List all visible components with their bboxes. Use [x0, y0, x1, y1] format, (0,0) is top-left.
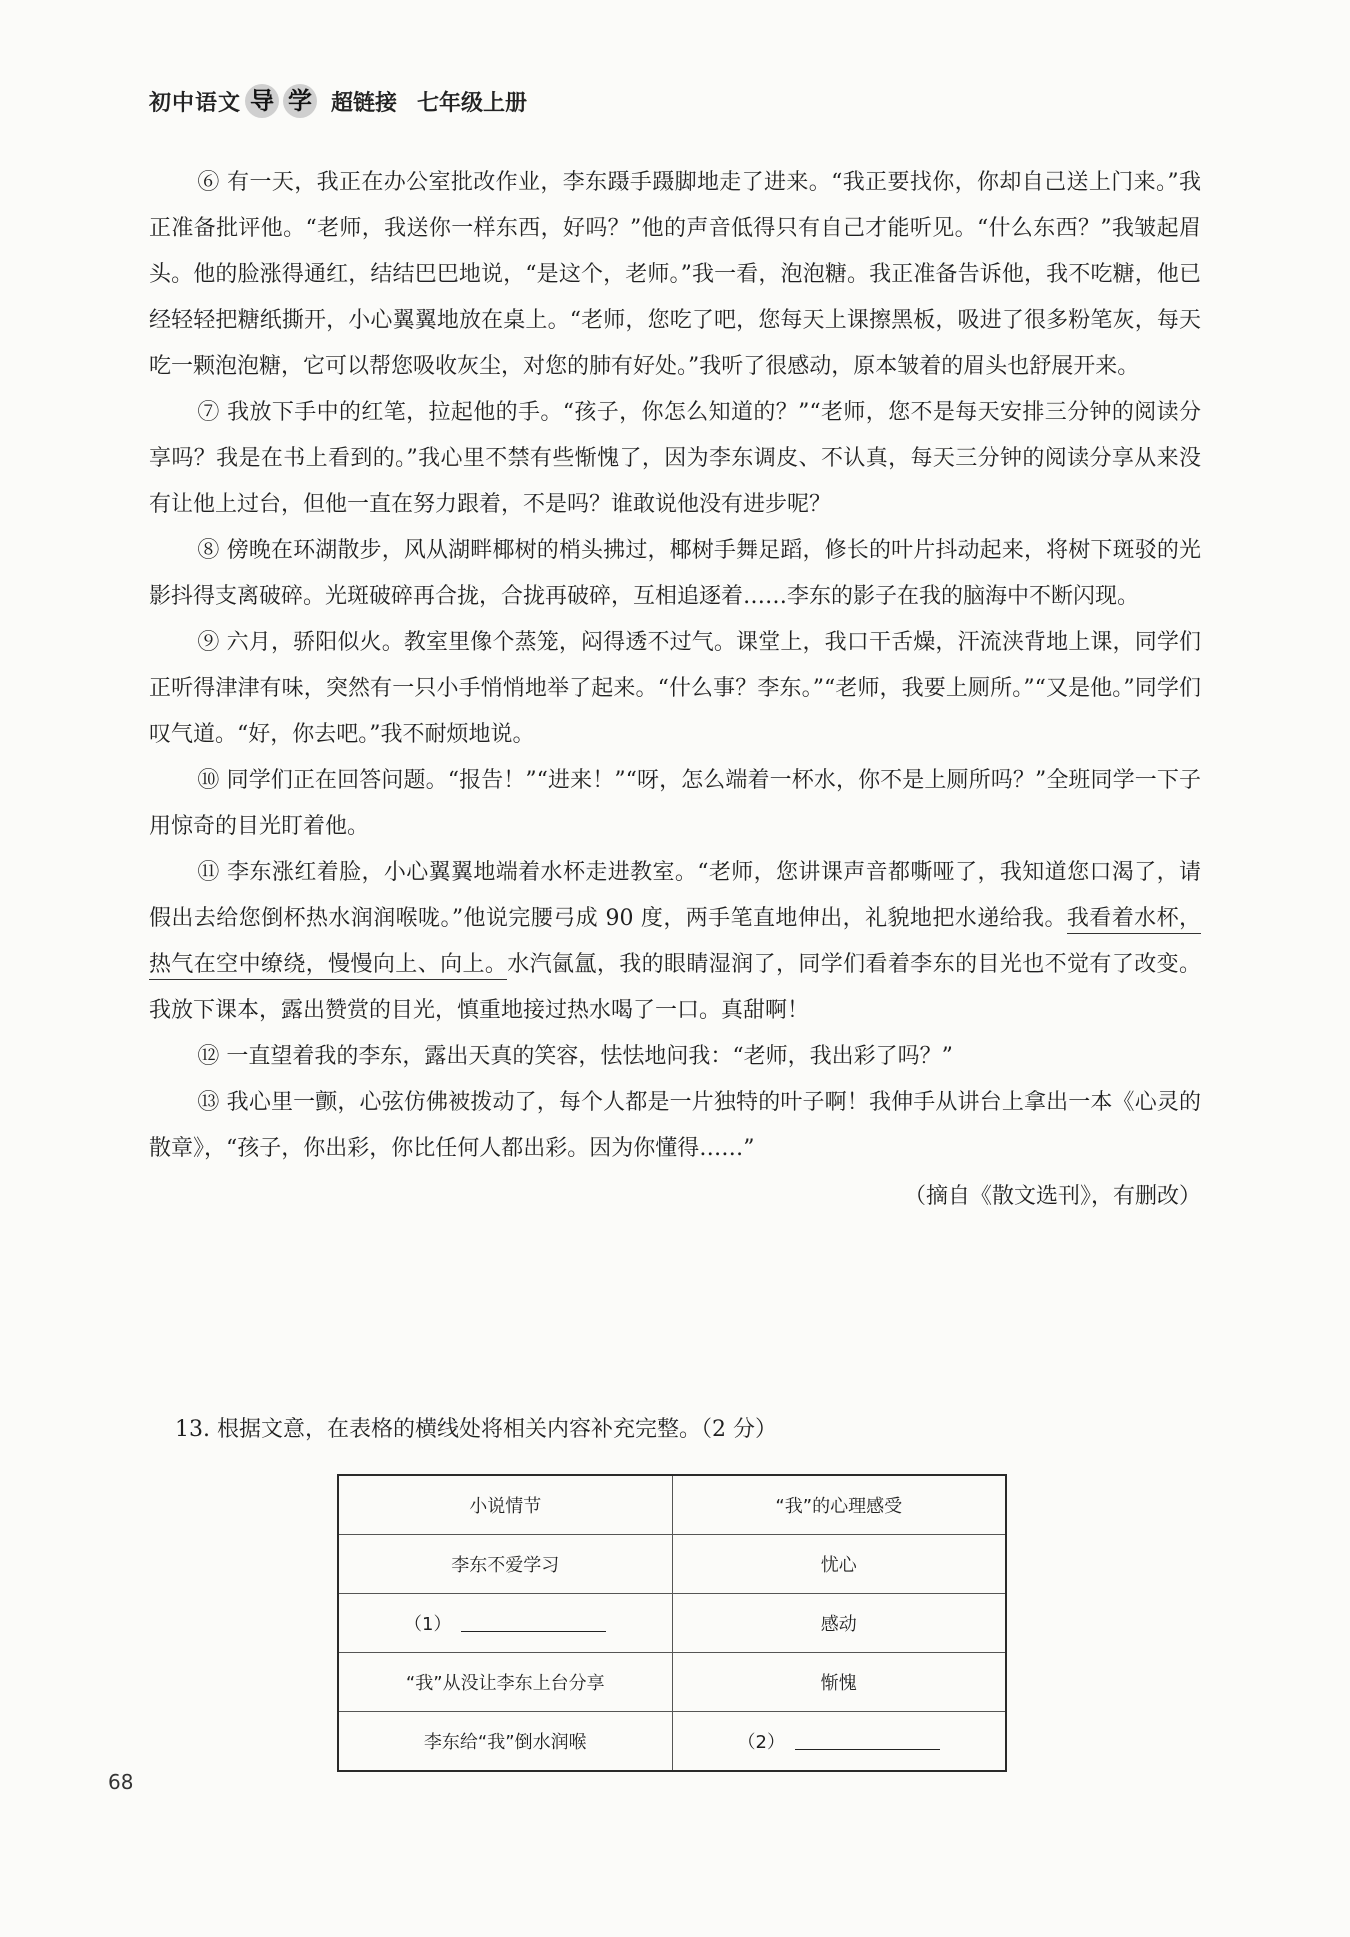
table-cell: 忧心 — [672, 1535, 1006, 1594]
paragraph-9: ⑨ 六月，骄阳似火。教室里像个蒸笼，闷得透不过气。课堂上，我口干舌燥，汗流浃背地上课，同学们正听得津津有味，突然有一只小手悄悄地举了起来。“什么事？李东。”“老师，我要上厕所。”“又是他。”同学们叹气道。“好，你去吧。”我不耐烦地说。 — [149, 630, 1201, 747]
book-subtitle: 超链接 — [331, 90, 398, 116]
answer-blank-1[interactable] — [461, 1613, 606, 1632]
book-grade: 七年级上册 — [417, 90, 528, 116]
source-citation: （摘自《散文选刊》，有删改） — [903, 1184, 1201, 1209]
book-title: 初中语文 — [149, 90, 242, 116]
paragraph-11 — [149, 850, 1201, 1034]
table-row — [338, 1653, 1006, 1712]
paragraph-8: ⑧ 傍晚在环湖散步，风从湖畔椰树的梢头拂过，椰树手舞足蹈，修长的叶片抖动起来，将树下斑驳的光影抖得支离破碎。光斑破碎再合拢，合拢再破碎，互相追逐着……李东的影子在我的脑海中不断闪现。 — [149, 538, 1201, 609]
page-header — [149, 84, 527, 118]
answer-blank-2[interactable] — [795, 1731, 940, 1750]
paragraph-11-part-a: ⑪ 李东涨红着脸，小心翼翼地端着水杯走进教室。“老师，您讲课声音都嘶哑了，我知道您口渴了，请假出去给您倒杯热水润润喉咙。”他说完腰弓成 90 度，两手笔直地伸出，礼貌地把水递给我。 — [149, 860, 1201, 931]
underlined-sentence: 我看着水杯，热气在空中缭绕，慢慢向上、向上。 — [149, 906, 1201, 980]
table-cell — [672, 1712, 1006, 1772]
table-row — [338, 1535, 1006, 1594]
paragraph-13: ⑬ 我心里一颤，心弦仿佛被拨动了，每个人都是一片独特的叶子啊！我伸手从讲台上拿出一本《心灵的散章》，“孩子，你出彩，你比任何人都出彩。因为你懂得……” — [149, 1090, 1201, 1161]
table-cell: 惭愧 — [672, 1653, 1006, 1712]
paragraph-11-part-b: 水汽氤氲，我的眼睛湿润了，同学们看着李东的目光也不觉有了改变。我放下课本，露出赞赏的目光，慎重地接过热水喝了一口。真甜啊！ — [149, 952, 1201, 1023]
table-header-row — [338, 1475, 1006, 1535]
question-13: 13. 根据文意，在表格的横线处将相关内容补充完整。（2 分） — [175, 1417, 777, 1442]
table-header-cell: “我”的心理感受 — [672, 1475, 1006, 1535]
badge-dao: 导 — [245, 84, 279, 118]
blank-label-1: （1） — [404, 1614, 452, 1635]
blank-label-2: （2） — [737, 1732, 785, 1753]
table-row — [338, 1594, 1006, 1653]
article-body — [149, 160, 1201, 1220]
table-cell: 感动 — [672, 1594, 1006, 1653]
table-cell: “我”从没让李东上台分享 — [338, 1653, 672, 1712]
table-cell: 李东不爱学习 — [338, 1535, 672, 1594]
page-number: 68 — [108, 1770, 134, 1794]
table-header-cell: 小说情节 — [338, 1475, 672, 1535]
paragraph-7: ⑦ 我放下手中的红笔，拉起他的手。“孩子，你怎么知道的？”“老师，您不是每天安排三分钟的阅读分享吗？我是在书上看到的。”我心里不禁有些惭愧了，因为李东调皮、不认真，每天三分钟的阅读分享从来没有让他上过台，但他一直在努力跟着，不是吗？谁敢说他没有进步呢？ — [149, 400, 1201, 517]
answer-table — [337, 1474, 1007, 1772]
table-row — [338, 1712, 1006, 1772]
badge-xue: 学 — [283, 84, 317, 118]
paragraph-6: ⑥ 有一天，我正在办公室批改作业，李东蹑手蹑脚地走了进来。“我正要找你，你却自己送上门来。”我正准备批评他。“老师，我送你一样东西，好吗？”他的声音低得只有自己才能听见。“什么东西？”我皱起眉头。他的脸涨得通红，结结巴巴地说，“是这个，老师。”我一看，泡泡糖。我正准备告诉他，我不吃糖，他已经轻轻把糖纸撕开，小心翼翼地放在桌上。“老师，您吃了吧，您每天上课擦黑板，吸进了很多粉笔灰，每天吃一颗泡泡糖，它可以帮您吸收灰尘，对您的肺有好处。”我听了很感动，原本皱着的眉头也舒展开来。 — [149, 170, 1201, 379]
table-cell — [338, 1594, 672, 1653]
paragraph-12: ⑫ 一直望着我的李东，露出天真的笑容，怯怯地问我：“老师，我出彩了吗？” — [197, 1044, 953, 1069]
paragraph-10: ⑩ 同学们正在回答问题。“报告！”“进来！”“呀，怎么端着一杯水，你不是上厕所吗？”全班同学一下子用惊奇的目光盯着他。 — [149, 768, 1201, 839]
table-cell: 李东给“我”倒水润喉 — [338, 1712, 672, 1772]
